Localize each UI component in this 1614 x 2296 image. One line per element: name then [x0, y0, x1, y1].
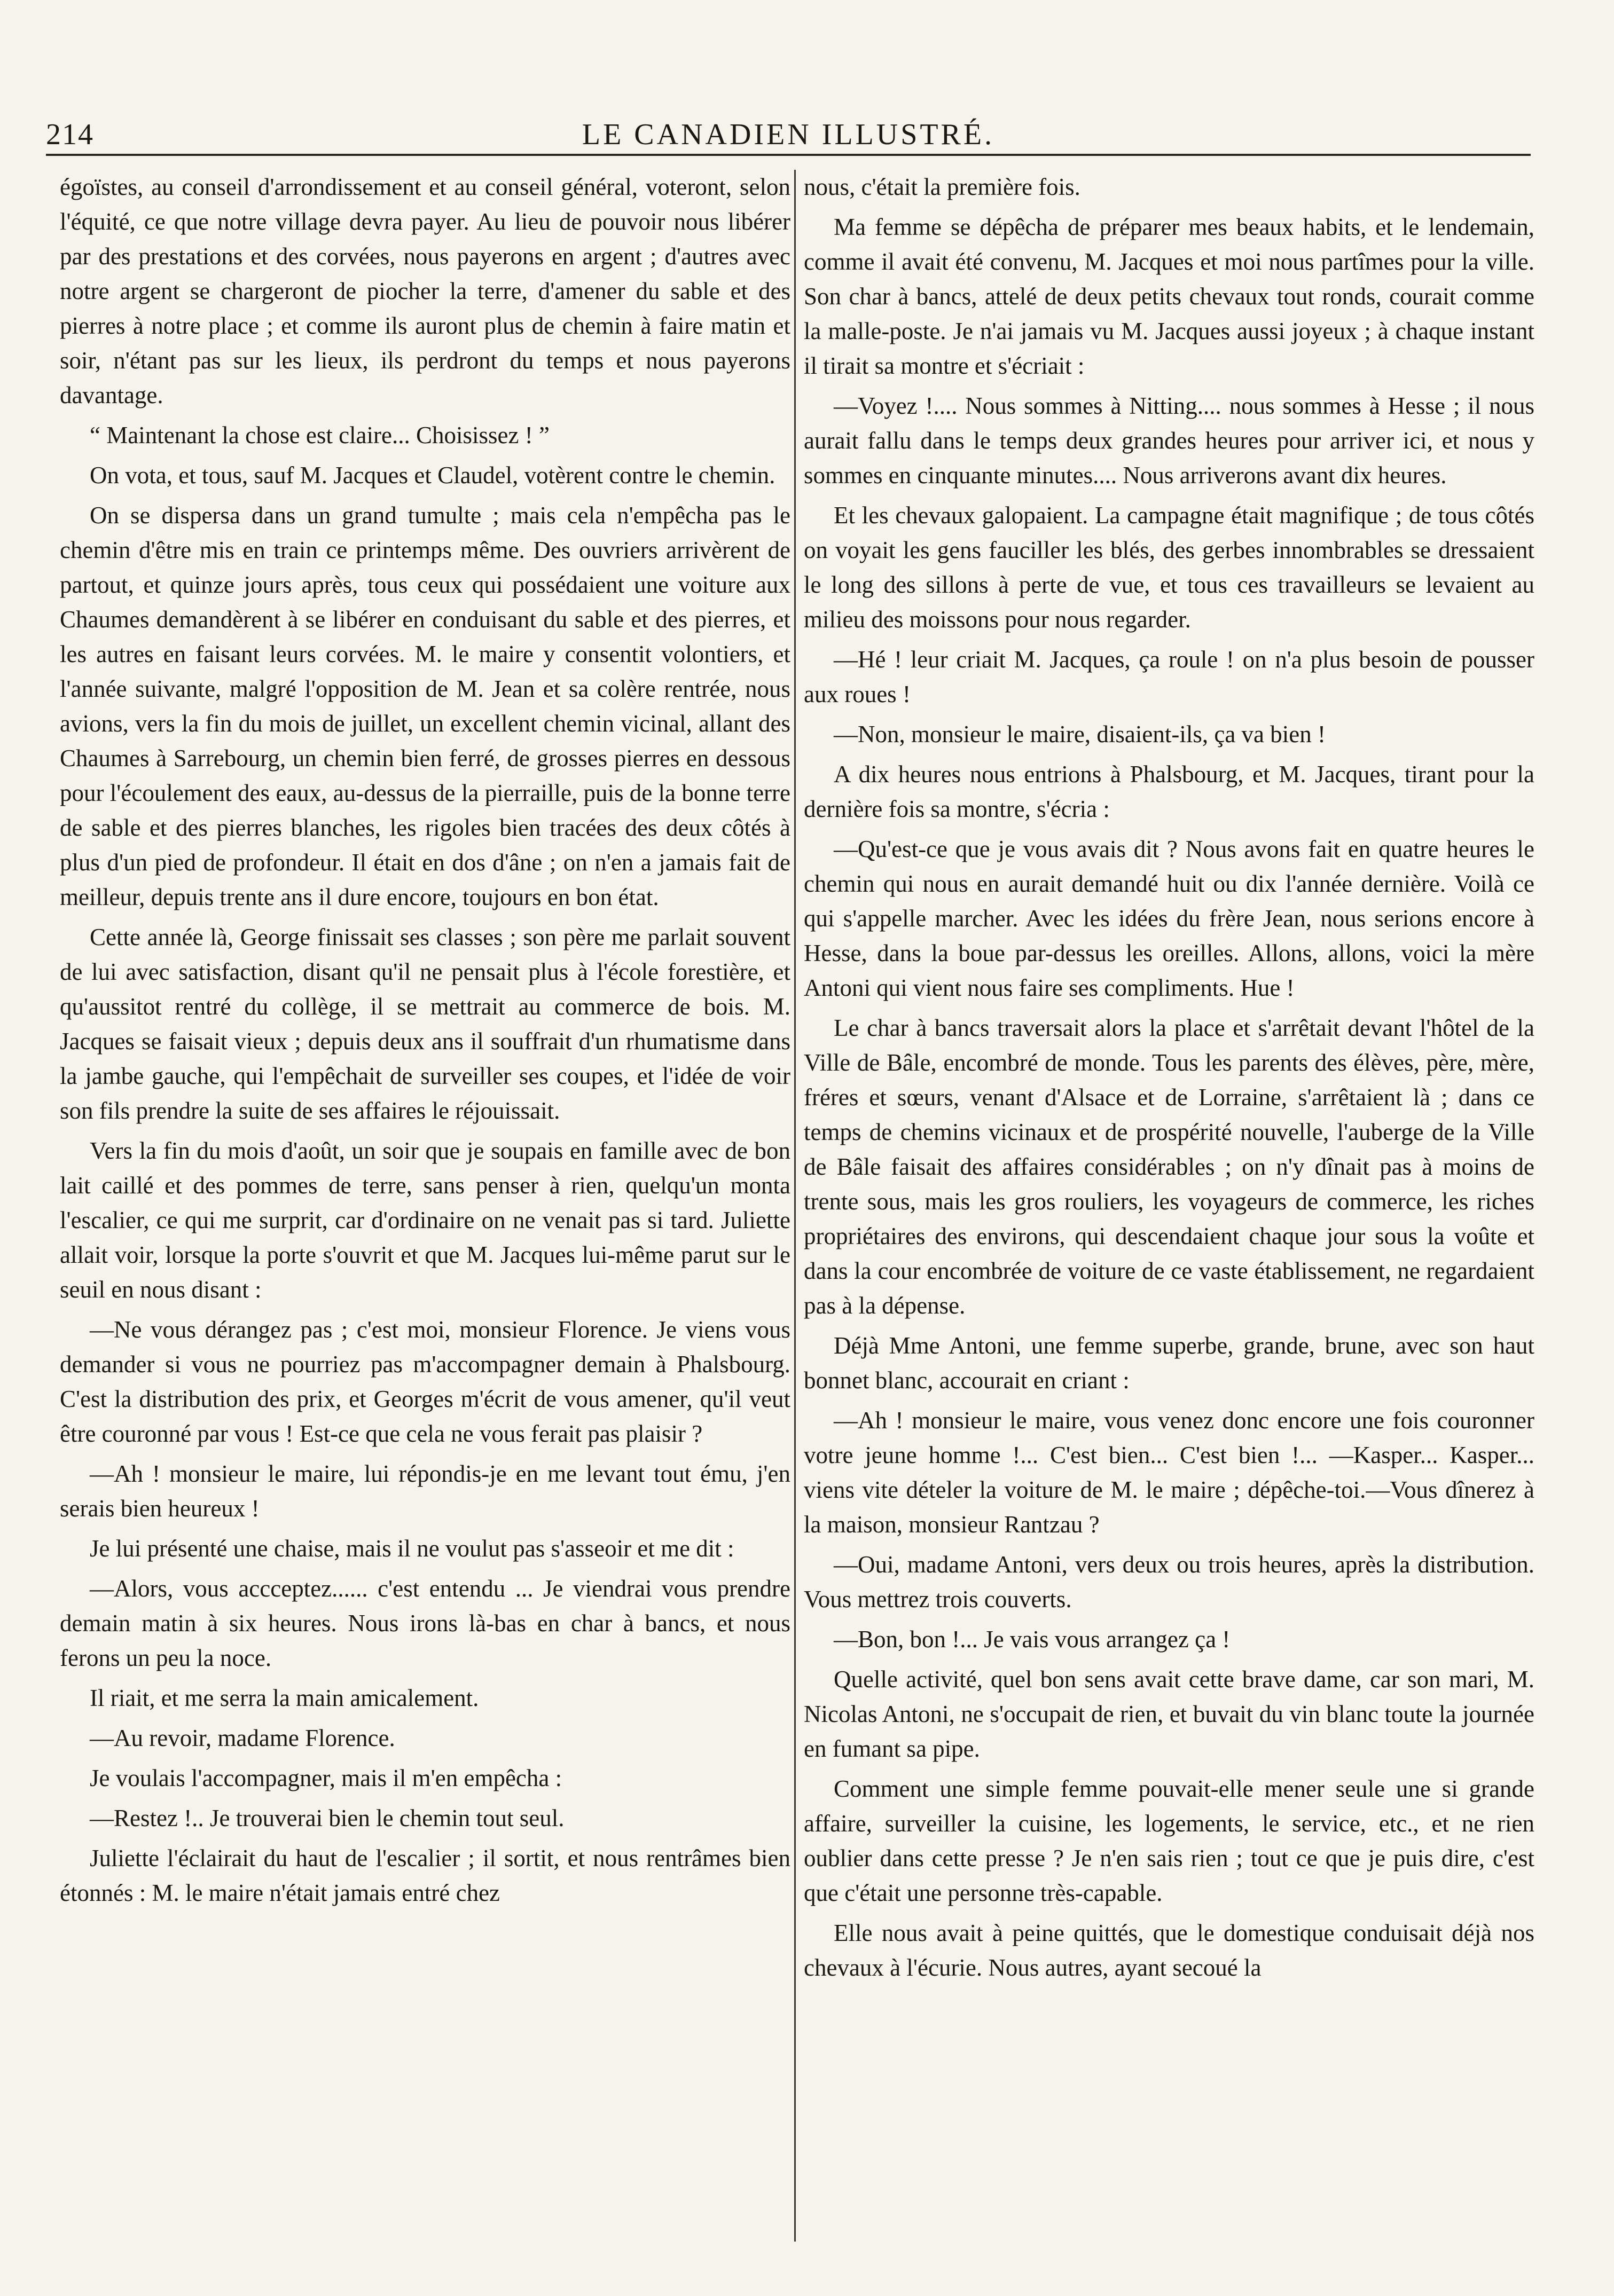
- paragraph: Et les chevaux galopaient. La campagne était magnifique ; de tous côtés on voyait les gens fauciller les blés, des gerbes innombrables se dressaient le long des sillons à perte de vue, et tous ces travailleurs se levaient au milieu des moissons pour nous regarder.: [804, 502, 1534, 633]
- paragraph: A dix heures nous entrions à Phalsbourg, et M. Jacques, tirant pour la dernière fois sa montre, s'écria :: [804, 761, 1534, 822]
- paragraph: —Ne vous dérangez pas ; c'est moi, monsieur Florence. Je viens vous demander si vous ne pourriez pas m'accompagner demain à Phalsbourg. C'est la distribution des prix, et Georges m'écrit de vous amener, qu'il veut être couronné par vous ! Est-ce que cela ne vous ferait pas plaisir ?: [60, 1316, 790, 1447]
- right-column: [804, 170, 1534, 2242]
- paragraph: Ma femme se dépêcha de préparer mes beaux habits, et le lendemain, comme il avait été convenu, M. Jacques et moi nous partîmes pour la ville. Son char à bancs, attelé de deux petits chevaux tout ronds, courait comme la malle-poste. Je n'ai jamais vu M. Jacques aussi joyeux ; à chaque instant il tirait sa montre et s'écriait :: [804, 214, 1534, 379]
- paragraph: nous, c'était la première fois.: [804, 174, 1080, 200]
- paragraph: —Non, monsieur le maire, disaient-ils, ça va bien !: [834, 721, 1326, 748]
- column-divider: [794, 170, 796, 2242]
- paragraph: Il riait, et me serra la main amicalement.: [90, 1685, 479, 1711]
- paragraph: —Oui, madame Antoni, vers deux ou trois heures, après la distribution. Vous mettrez trois couverts.: [804, 1551, 1534, 1613]
- paragraph: —Restez !.. Je trouverai bien le chemin tout seul.: [90, 1805, 565, 1831]
- paragraph: Je lui présenté une chaise, mais il ne voulut pas s'asseoir et me dit :: [90, 1535, 734, 1562]
- paragraph: Elle nous avait à peine quittés, que le domestique conduisait déjà nos chevaux à l'écurie. Nous autres, ayant secoué la: [804, 1920, 1534, 1981]
- paragraph: —Ah ! monsieur le maire, vous venez donc encore une fois couronner votre jeune homme !... C'est bien... C'est bien !... —Kasper... Kasper... viens vite dételer la voiture de M. le maire ; dépêche-toi.—Vous dînerez à la maison, monsieur Rantzau ?: [804, 1407, 1534, 1538]
- paragraph: On vota, et tous, sauf M. Jacques et Claudel, votèrent contre le chemin.: [90, 462, 775, 489]
- paragraph: —Alors, vous accceptez...... c'est entendu ... Je viendrai vous prendre demain matin à six heures. Nous irons là-bas en char à bancs, et nous ferons un peu la noce.: [60, 1575, 790, 1671]
- paragraph: —Bon, bon !... Je vais vous arrangez ça !: [834, 1626, 1231, 1653]
- paragraph: Le char à bancs traversait alors la place et s'arrêtait devant l'hôtel de la Ville de Bâle, encombré de monde. Tous les parents des élèves, père, mère, fréres et sœurs, venant d'Alsace et de Lorraine, s'arrêtaient là ; dans ce temps de chemins vicinaux et de prospérité nouvelle, l'auberge de la Ville de Bâle faisait des affaires considérables ; on n'y dînait pas à moins de trente sous, mais les gros rouliers, les voyageurs de commerce, les riches propriétaires des environs, qui descendaient chaque jour sous la voûte et dans la cour encombrée de voiture de ce vaste établissement, ne regardaient pas à la dépense.: [804, 1015, 1534, 1319]
- paragraph: —Au revoir, madame Florence.: [90, 1725, 395, 1751]
- paragraph: On se dispersa dans un grand tumulte ; mais cela n'empêcha pas le chemin d'être mis en train ce printemps même. Des ouvriers arrivèrent de partout, et quinze jours après, tous ceux qui possédaient une voiture aux Chaumes demandèrent à se libérer en conduisant du sable et des pierres, et les autres en faisant leurs corvées. M. le maire y consentit volontiers, et l'année suivante, malgré l'opposition de M. Jean et sa colère rentrée, nous avions, vers la fin du mois de juillet, un excellent chemin vicinal, allant des Chaumes à Sarrebourg, un chemin bien ferré, de grosses pierres en dessous pour l'écoulement des eaux, au-dessus de la pierraille, puis de la bonne terre de sable et des pierres blanches, les rigoles bien tracées des deux côtés à plus d'un pied de profondeur. Il était en dos d'âne ; on n'en a jamais fait de meilleur, depuis trente ans il dure encore, toujours en bon état.: [60, 502, 790, 910]
- paragraph: Juliette l'éclairait du haut de l'escalier ; il sortit, et nous rentrâmes bien étonnés : M. le maire n'était jamais entré chez: [60, 1845, 790, 1906]
- paragraph: égoïstes, au conseil d'arrondissement et au conseil général, voteront, selon l'équité, ce que notre village devra payer. Au lieu de pouvoir nous libérer par des prestations et des corvées, nous payerons en argent ; d'autres avec notre argent se chargeront de piocher la terre, d'amener du sable et des pierres à notre place ; et comme ils auront plus de chemin à faire matin et soir, n'étant pas sur les lieux, ils perdront du temps et nous payerons davantage.: [60, 174, 790, 408]
- page-header: [46, 116, 1531, 156]
- paragraph: —Voyez !.... Nous sommes à Nitting.... nous sommes à Hesse ; il nous aurait fallu dans le temps deux grandes heures pour arriver ici, et nous y sommes en cinquante minutes.... Nous arriverons avant dix heures.: [804, 392, 1534, 489]
- paragraph: Vers la fin du mois d'août, un soir que je soupais en famille avec de bon lait caillé et des pommes de terre, sans penser à rien, quelqu'un monta l'escalier, ce qui me surprit, car d'ordinaire on ne venait pas si tard. Juliette allait voir, lorsque la porte s'ouvrit et que M. Jacques lui-même parut sur le seuil en nous disant :: [60, 1137, 790, 1303]
- paragraph: Quelle activité, quel bon sens avait cette brave dame, car son mari, M. Nicolas Antoni, ne s'occupait de rien, et buvait du vin blanc toute la journée en fumant sa pipe.: [804, 1666, 1534, 1762]
- page-number: 214: [46, 118, 94, 151]
- paragraph: —Ah ! monsieur le maire, lui répondis-je en me levant tout ému, j'en serais bien heureux !: [60, 1460, 790, 1522]
- paragraph: —Qu'est-ce que je vous avais dit ? Nous avons fait en quatre heures le chemin qui nous en aurait demandé huit ou dix l'année dernière. Voilà ce qui s'appelle marcher. Avec les idées du frère Jean, nous serions encore à Hesse, dans la boue par-dessus les oreilles. Allons, allons, voici la mère Antoni qui vient nous faire ses compliments. Hue !: [804, 836, 1534, 1001]
- paragraph: —Hé ! leur criait M. Jacques, ça roule ! on n'a plus besoin de pousser aux roues !: [804, 646, 1534, 707]
- left-column: [60, 170, 790, 2242]
- paragraph: “ Maintenant la chose est claire... Choisissez ! ”: [90, 422, 550, 449]
- paragraph: Je voulais l'accompagner, mais il m'en empêcha :: [90, 1765, 562, 1791]
- paragraph: Cette année là, George finissait ses classes ; son père me parlait souvent de lui avec satisfaction, disant qu'il ne pensait plus à l'école forestière, et qu'aussitot rentré du collège, il se mettrait au commerce de bois. M. Jacques se faisait vieux ; depuis deux ans il souffrait d'un rhumatisme dans la jambe gauche, qui l'empêchait de surveiller ses coupes, et l'idée de voir son fils prendre la suite de ses affaires le réjouissait.: [60, 924, 790, 1124]
- paragraph: Comment une simple femme pouvait-elle mener seule une si grande affaire, surveiller la cuisine, les logements, le service, etc., et ne rien oublier dans cette presse ? Je n'en sais rien ; tout ce que je puis dire, c'est que c'était une personne très-capable.: [804, 1775, 1534, 1906]
- page-title: LE CANADIEN ILLUSTRÉ.: [582, 118, 995, 151]
- paragraph: Déjà Mme Antoni, une femme superbe, grande, brune, avec son haut bonnet blanc, accourait en criant :: [804, 1332, 1534, 1394]
